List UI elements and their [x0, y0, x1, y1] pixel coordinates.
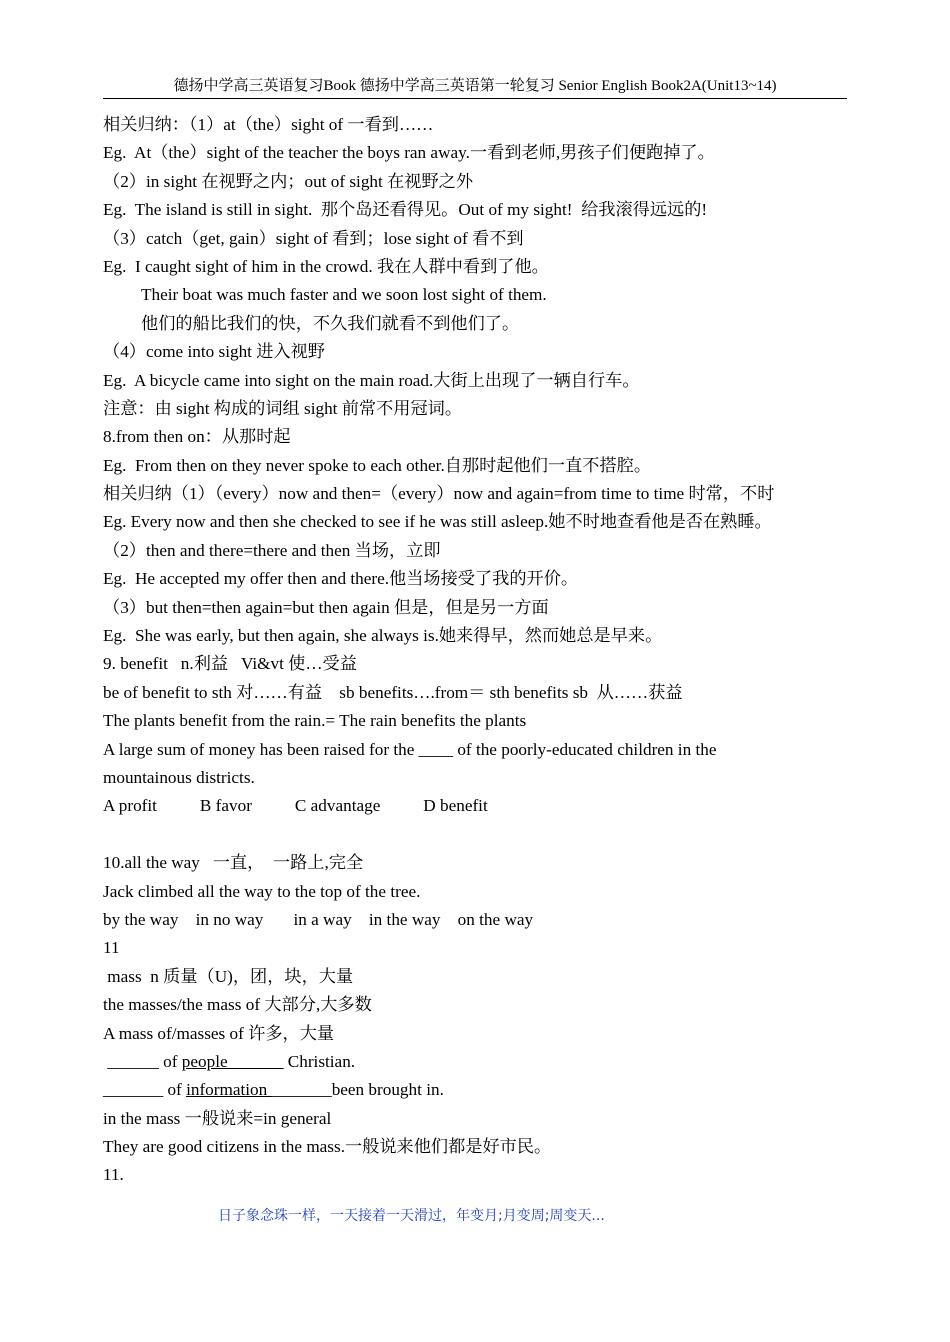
section-number: 11 [103, 938, 120, 958]
document-body [103, 111, 863, 1190]
answer-options: A profit B favor C advantage D benefit [103, 796, 488, 816]
underlined-text: people ______ [181, 1051, 284, 1071]
text-line: the masses/the mass of 大部分,大多数 [103, 995, 372, 1015]
text-line: Eg. At（the）sight of the teacher the boys ran away.一看到老师,男孩子们便跑掉了。 [103, 143, 715, 163]
text-line: Eg. Every now and then she checked to see if he was still asleep.她不时地查看他是否在熟睡。 [103, 512, 772, 532]
text-line: 相关归纳：（1）at（the）sight of 一看到…… [103, 115, 434, 134]
text-span: Christian. [283, 1051, 356, 1071]
text-span: _______ [271, 1080, 332, 1100]
text-line: Eg. I caught sight of him in the crowd. 我在人群中看到了他。 [103, 256, 549, 276]
text-span: _______ of [103, 1080, 187, 1100]
text-line: Their boat was much faster and we soon lost sight of them. [141, 285, 547, 305]
text-line: （3）catch（get, gain）sight of 看到；lose sight of 看不到 [103, 228, 524, 248]
text-line: by the way in no way in a way in the way on the way [103, 909, 534, 929]
section-heading: 10.all the way 一直， 一路上,完全 [103, 853, 364, 873]
text-line: A mass of/masses of 许多，大量 [103, 1023, 335, 1043]
text-span: ______ of [103, 1051, 182, 1071]
section-heading: 9. benefit n.利益 Vi&vt 使…受益 [103, 654, 357, 674]
text-line: mountainous districts. [103, 767, 255, 787]
text-line: Eg. From then on they never spoke to each other.自那时起他们一直不搭腔。 [103, 455, 652, 475]
text-line: 相关归纳（1）（every）now and then=（every）now and again=from time to time 时常，不时 [103, 484, 775, 504]
blank-line [103, 821, 863, 849]
text-line: 他们的船比我们的快，不久我们就看不到他们了。 [141, 313, 520, 333]
section-heading: 8.from then on：从那时起 [103, 427, 291, 447]
section-number: 11. [103, 1165, 124, 1185]
text-line: in the mass 一般说来=in general [103, 1108, 332, 1128]
text-line: （2）then and there=there and then 当场，立即 [103, 540, 441, 560]
text-line: Jack climbed all the way to the top of the tree. [103, 881, 421, 901]
text-line: be of benefit to sth 对……有益 sb benefits….from＝ sth benefits sb 从……获益 [103, 682, 683, 702]
text-line: Eg. The island is still in sight. 那个岛还看得见。Out of my sight! 给我滚得远远的! [103, 200, 708, 220]
text-line: （4）come into sight 进入视野 [103, 342, 325, 362]
text-line: They are good citizens in the mass.一般说来他们都是好市民。 [103, 1137, 552, 1157]
fill-blank-line [103, 1048, 863, 1076]
text-span: been brought in. [331, 1080, 444, 1100]
fill-blank-line [103, 1076, 863, 1104]
text-line: （2）in sight 在视野之内；out of sight 在视野之外 [103, 171, 474, 191]
text-line: mass n 质量（U)，团，块，大量 [103, 966, 354, 986]
text-line: 注意：由 sight 构成的词组 sight 前常不用冠词。 [103, 398, 463, 418]
page-footer: 日子象念珠一样，一天接着一天滑过，年变月;月变周;周变天... [218, 1208, 605, 1224]
underlined-text: information [186, 1080, 272, 1100]
text-line: A large sum of money has been raised for the ____ of the poorly-educated children in the [103, 739, 717, 759]
page-header: 德扬中学高三英语复习Book 德扬中学高三英语第一轮复习 Senior English Book2A(Unit13~14) [103, 76, 847, 99]
text-line: The plants benefit from the rain.= The rain benefits the plants [103, 711, 527, 731]
text-line: Eg. A bicycle came into sight on the main road.大街上出现了一辆自行车。 [103, 370, 640, 390]
text-line: Eg. He accepted my offer then and there.他当场接受了我的开价。 [103, 569, 579, 589]
text-line: Eg. She was early, but then again, she always is.她来得早，然而她总是早来。 [103, 626, 663, 646]
text-line: （3）but then=then again=but then again 但是，但是另一方面 [103, 597, 549, 617]
